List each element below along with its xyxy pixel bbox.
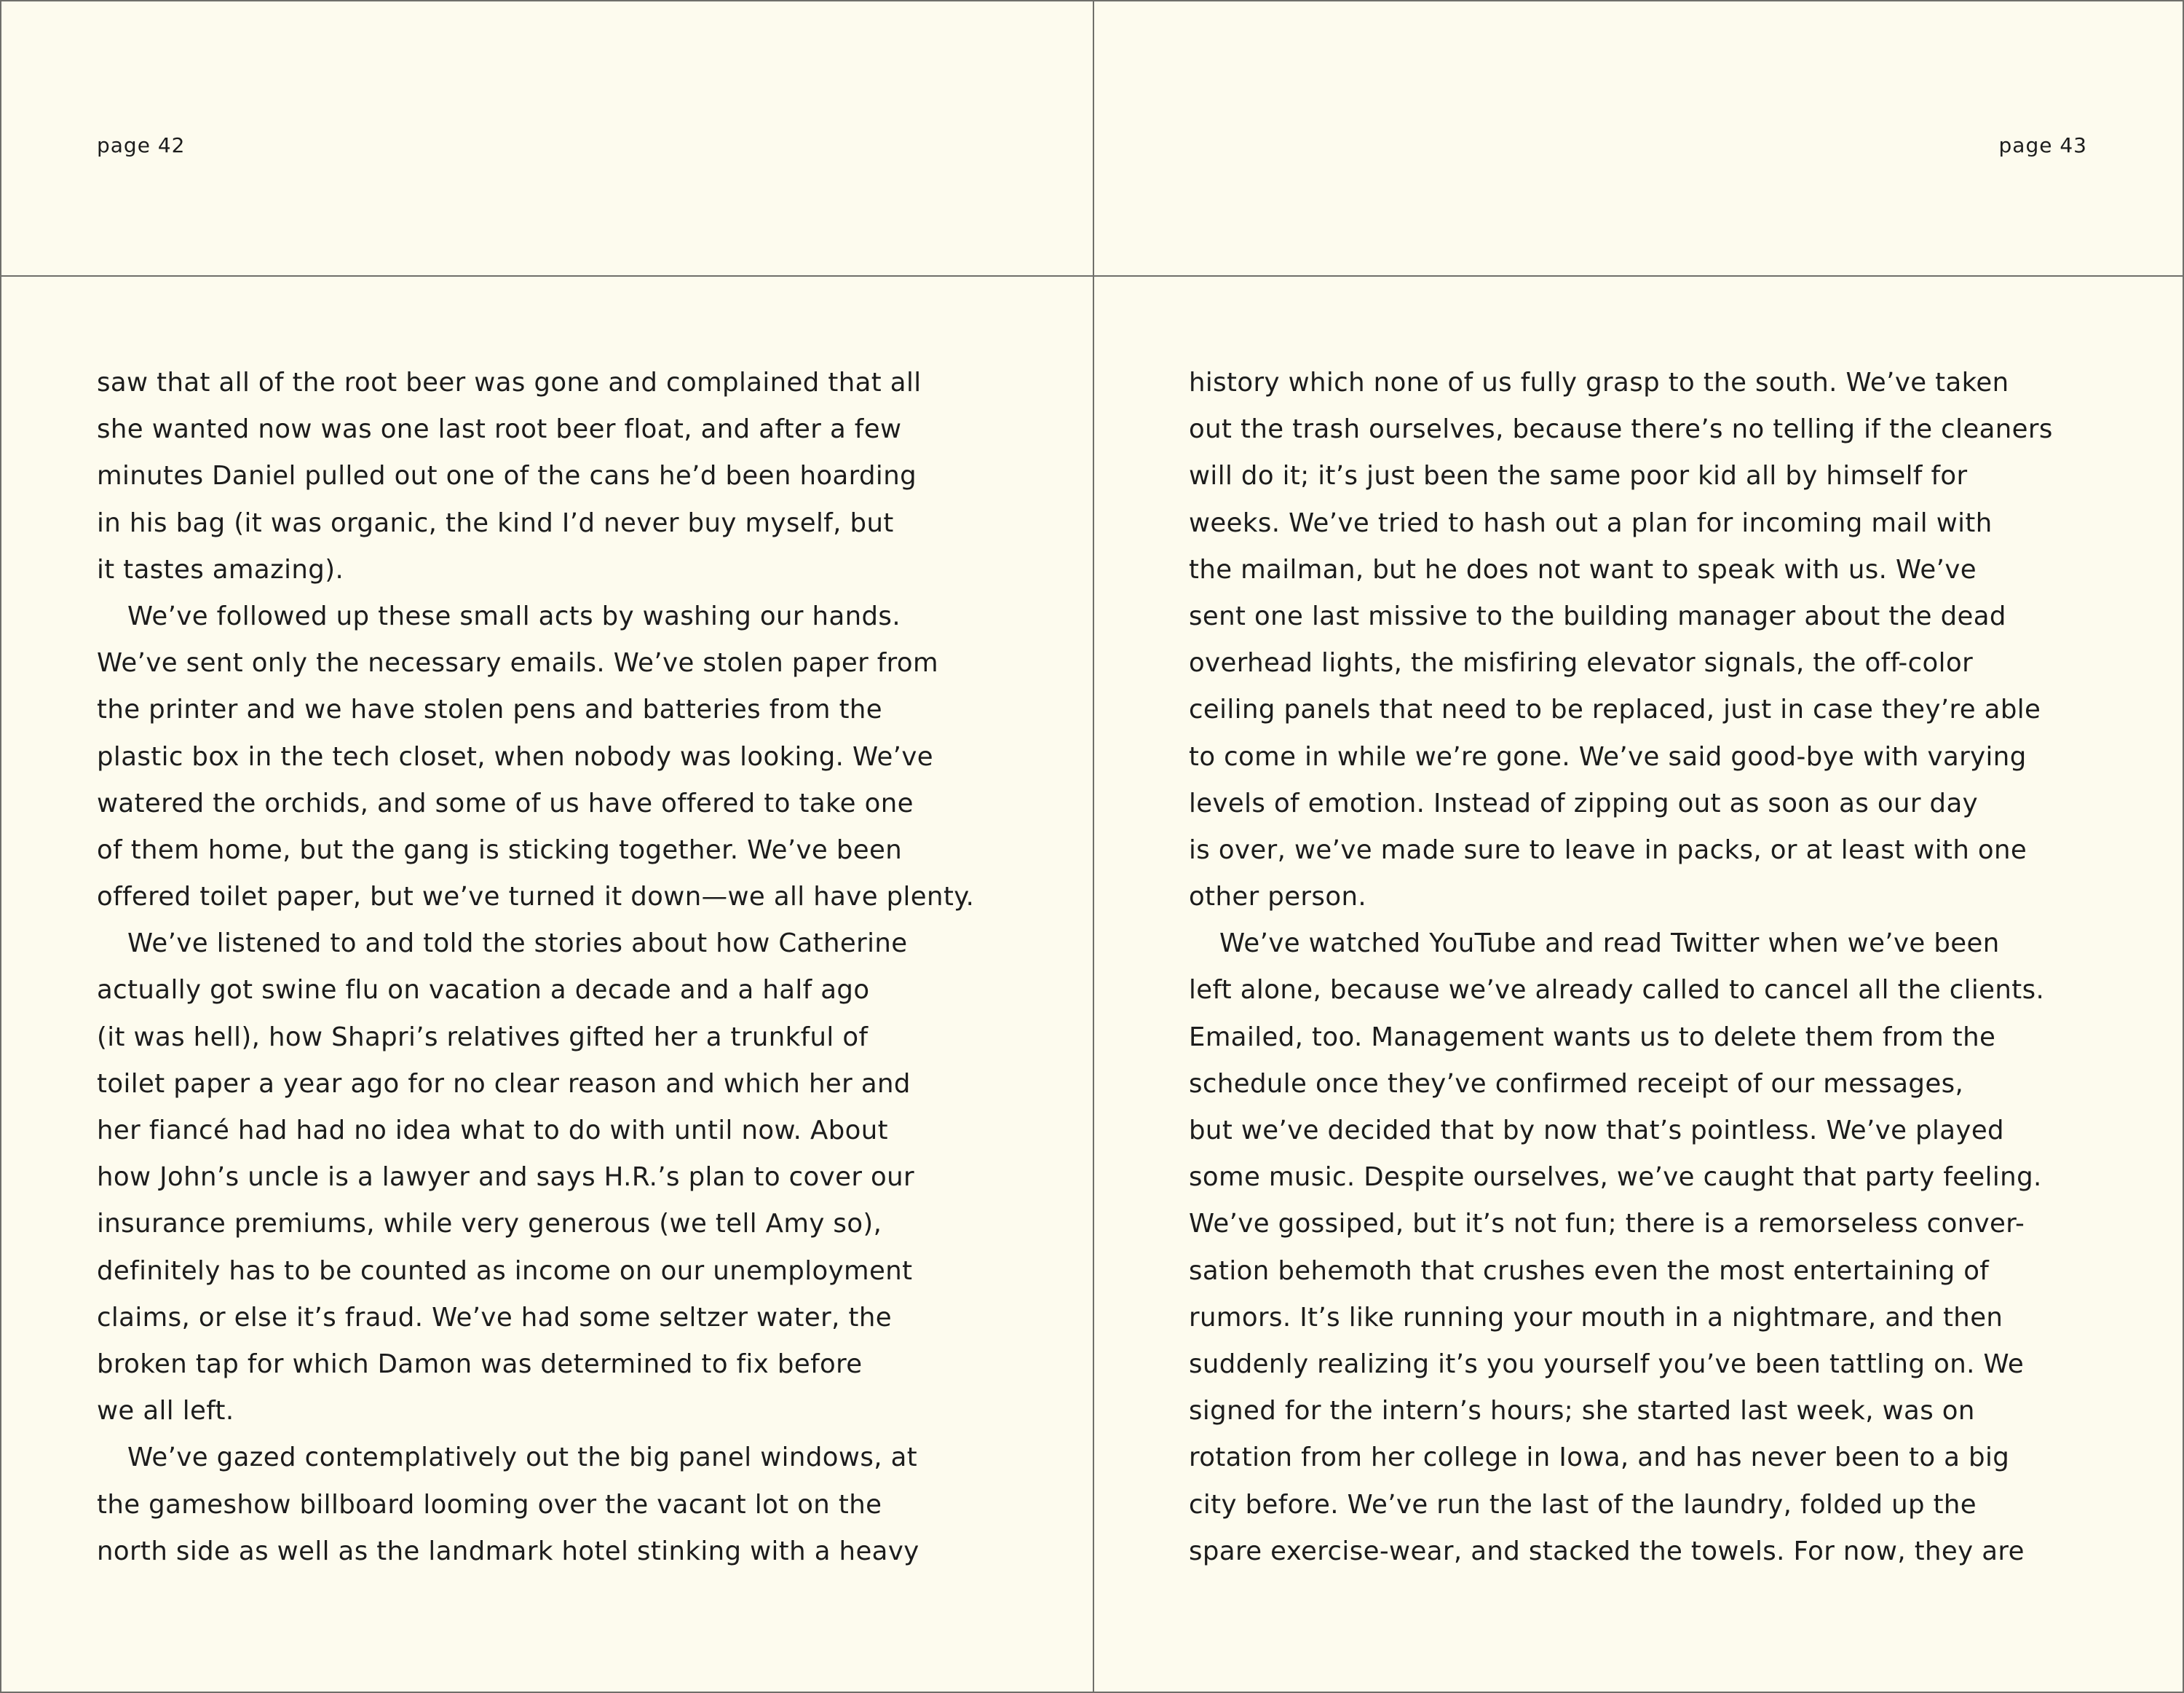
text-line: left alone, because we’ve already called to cancel all the clients. (1189, 975, 2045, 1006)
text-line: We’ve gossiped, but it’s not fun; there is a remorseless conver- (1189, 1209, 2025, 1239)
text-line: signed for the intern’s hours; she started last week, was on (1189, 1396, 1975, 1426)
text-line: definitely has to be counted as income on our unemployment (97, 1255, 913, 1286)
text-line: weeks. We’ve tried to hash out a plan for incoming mail with (1189, 508, 1993, 538)
text-line: We’ve watched YouTube and read Twitter when we’ve been (1219, 928, 2000, 959)
text-line: saw that all of the root beer was gone and complained that all (97, 368, 922, 398)
text-line: spare exercise-wear, and stacked the towels. For now, they are (1189, 1536, 2025, 1566)
text-line: of them home, but the gang is sticking together. We’ve been (97, 834, 903, 865)
header-divider (1, 275, 2183, 277)
text-line: suddenly realizing it’s you yourself you’ve been tattling on. We (1189, 1349, 2025, 1379)
text-line: other person. (1189, 882, 1367, 912)
text-line: it tastes amazing). (97, 554, 344, 585)
text-line: city before. We’ve run the last of the laundry, folded up the (1189, 1489, 1977, 1520)
text-line: minutes Daniel pulled out one of the cans he’d been hoarding (97, 461, 917, 492)
text-line: how John’s uncle is a lawyer and says H.R.’s plan to cover our (97, 1162, 915, 1193)
text-line: north side as well as the landmark hotel stinking with a heavy (97, 1536, 919, 1566)
text-line: broken tap for which Damon was determined to fix before (97, 1349, 863, 1379)
text-line: some music. Despite ourselves, we’ve caught that party feeling. (1189, 1162, 2042, 1193)
text-line: levels of emotion. Instead of zipping out as soon as our day (1189, 788, 1979, 818)
text-line: is over, we’ve made sure to leave in packs, or at least with one (1189, 834, 2027, 865)
text-line: plastic box in the tech closet, when nobody was looking. We’ve (97, 741, 934, 772)
gutter-divider (1093, 1, 1094, 1692)
text-line: out the trash ourselves, because there’s no telling if the cleaners (1189, 414, 2053, 445)
text-line: the mailman, but he does not want to speak with us. We’ve (1189, 554, 1977, 585)
text-line: but we’ve decided that by now that’s pointless. We’ve played (1189, 1116, 2004, 1145)
text-line: (it was hell), how Shapri’s relatives gifted her a trunkful of (97, 1022, 869, 1052)
text-line: toilet paper a year ago for no clear reason and which her and (97, 1068, 911, 1099)
text-line: claims, or else it’s fraud. We’ve had some seltzer water, the (97, 1302, 892, 1333)
text-line: the printer and we have stolen pens and batteries from the (97, 695, 883, 725)
left-page-number: page 42 (97, 133, 186, 157)
text-line: sent one last missive to the building manager about the dead (1189, 601, 2006, 631)
right-page-number: page 43 (1998, 133, 2087, 157)
text-line: offered toilet paper, but we’ve turned it down—we all have plenty. (97, 882, 975, 912)
text-line: actually got swine flu on vacation a decade and a half ago (97, 975, 870, 1006)
text-line: sation behemoth that crushes even the most entertaining of (1189, 1255, 1990, 1286)
text-line: her fiancé had had no idea what to do with until now. About (97, 1116, 889, 1145)
text-line: history which none of us fully grasp to the south. We’ve taken (1189, 368, 2009, 398)
text-line: schedule once they’ve confirmed receipt of our messages, (1189, 1068, 1964, 1099)
text-line: We’ve listened to and told the stories about how Catherine (127, 928, 908, 959)
text-line: watered the orchids, and some of us have offered to take one (97, 788, 914, 818)
text-line: Emailed, too. Management wants us to delete them from the (1189, 1022, 1996, 1052)
text-line: We’ve followed up these small acts by washing our hands. (127, 601, 901, 631)
text-line: rumors. It’s like running your mouth in a nightmare, and then (1189, 1302, 2003, 1333)
right-page-body (1189, 360, 2135, 1575)
text-line: to come in while we’re gone. We’ve said good-bye with varying (1189, 741, 2027, 772)
text-line: we all left. (97, 1396, 234, 1426)
text-line: insurance premiums, while very generous (we tell Amy so), (97, 1209, 882, 1239)
text-line: We’ve sent only the necessary emails. We’ve stolen paper from (97, 648, 938, 679)
text-line: in his bag (it was organic, the kind I’d never buy myself, but (97, 508, 894, 538)
text-line: ceiling panels that need to be replaced, just in case they’re able (1189, 695, 2041, 725)
text-line: overhead lights, the misfiring elevator signals, the off-color (1189, 648, 1974, 679)
left-page-body (97, 360, 1043, 1575)
text-line: will do it; it’s just been the same poor kid all by himself for (1189, 461, 1968, 492)
text-line: rotation from her college in Iowa, and has never been to a big (1189, 1443, 2010, 1473)
text-line: the gameshow billboard looming over the vacant lot on the (97, 1489, 882, 1520)
text-line: she wanted now was one last root beer float, and after a few (97, 414, 902, 445)
text-line: We’ve gazed contemplatively out the big panel windows, at (127, 1443, 918, 1473)
